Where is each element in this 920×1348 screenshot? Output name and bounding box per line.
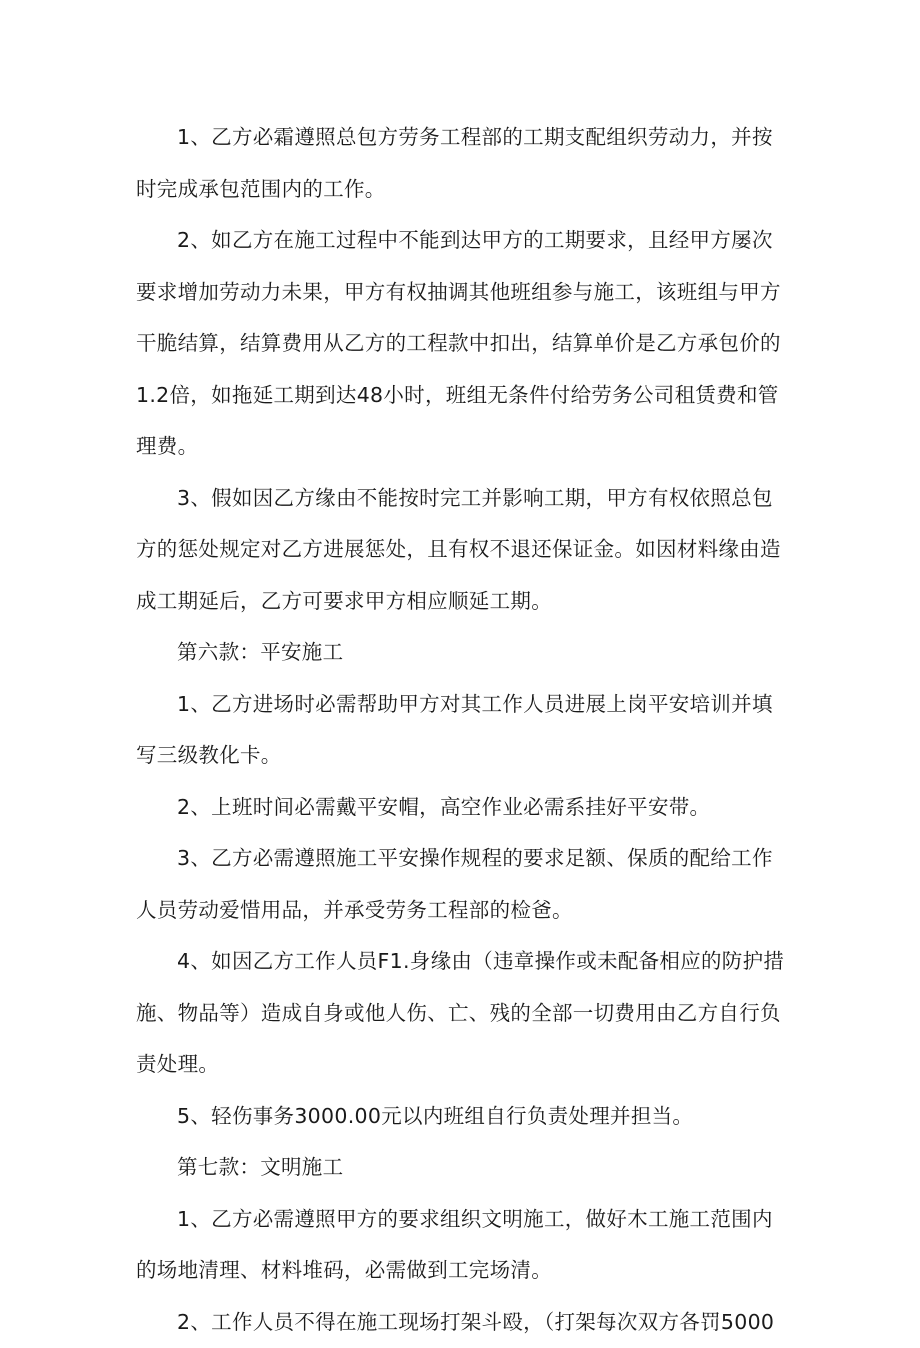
safety-item-1: 1、乙方进场时必需帮助甲方对其工作人员进展上岗平安培训并填写三级教化卡。 (136, 679, 788, 782)
safety-item-2: 2、上班时间必需戴平安帽，高空作业必需系挂好平安带。 (136, 782, 788, 834)
safety-item-4: 4、如因乙方工作人员F1.身缘由（违章操作或未配备相应的防护措施、物品等）造成自身或他人伤、亡、残的全部一切费用由乙方自行负责处理。 (136, 936, 788, 1091)
section-heading-civilized: 第七款：文明施工 (136, 1142, 788, 1194)
civilized-item-2: 2、工作人员不得在施工现场打架斗殴，（打架每次双方各罚5000 (136, 1297, 788, 1348)
section-heading-safety: 第六款：平安施工 (136, 627, 788, 679)
civilized-item-1: 1、乙方必需遵照甲方的要求组织文明施工，做好木工施工范围内的场地清理、材料堆码，必需做到工完场清。 (136, 1194, 788, 1297)
clause-5-item-1: 1、乙方必霜遵照总包方劳务工程部的工期支配组织劳动力，并按时完成承包范围内的工作。 (136, 112, 788, 215)
safety-item-5: 5、轻伤事务3000.00元以内班组自行负责处理并担当。 (136, 1091, 788, 1143)
safety-item-3: 3、乙方必需遵照施工平安操作规程的要求足额、保质的配给工作人员劳动爱惜用品，并承受劳务工程部的检爸。 (136, 833, 788, 936)
document-body (136, 112, 788, 1348)
clause-5-item-2: 2、如乙方在施工过程中不能到达甲方的工期要求，且经甲方屡次要求增加劳动力未果，甲方有权抽调其他班组参与施工，该班组与甲方干脆结算，结算费用从乙方的工程款中扣出，结算单价是乙方承包价的1.2倍，如拖延工期到达48小时，班组无条件付给劳务公司租赁费和管理费。 (136, 215, 788, 473)
clause-5-item-3: 3、假如因乙方缘由不能按时完工并影响工期，甲方有权依照总包方的惩处规定对乙方进展惩处，且有权不退还保证金。如因材料缘由造成工期延后，乙方可要求甲方相应顺延工期。 (136, 473, 788, 628)
